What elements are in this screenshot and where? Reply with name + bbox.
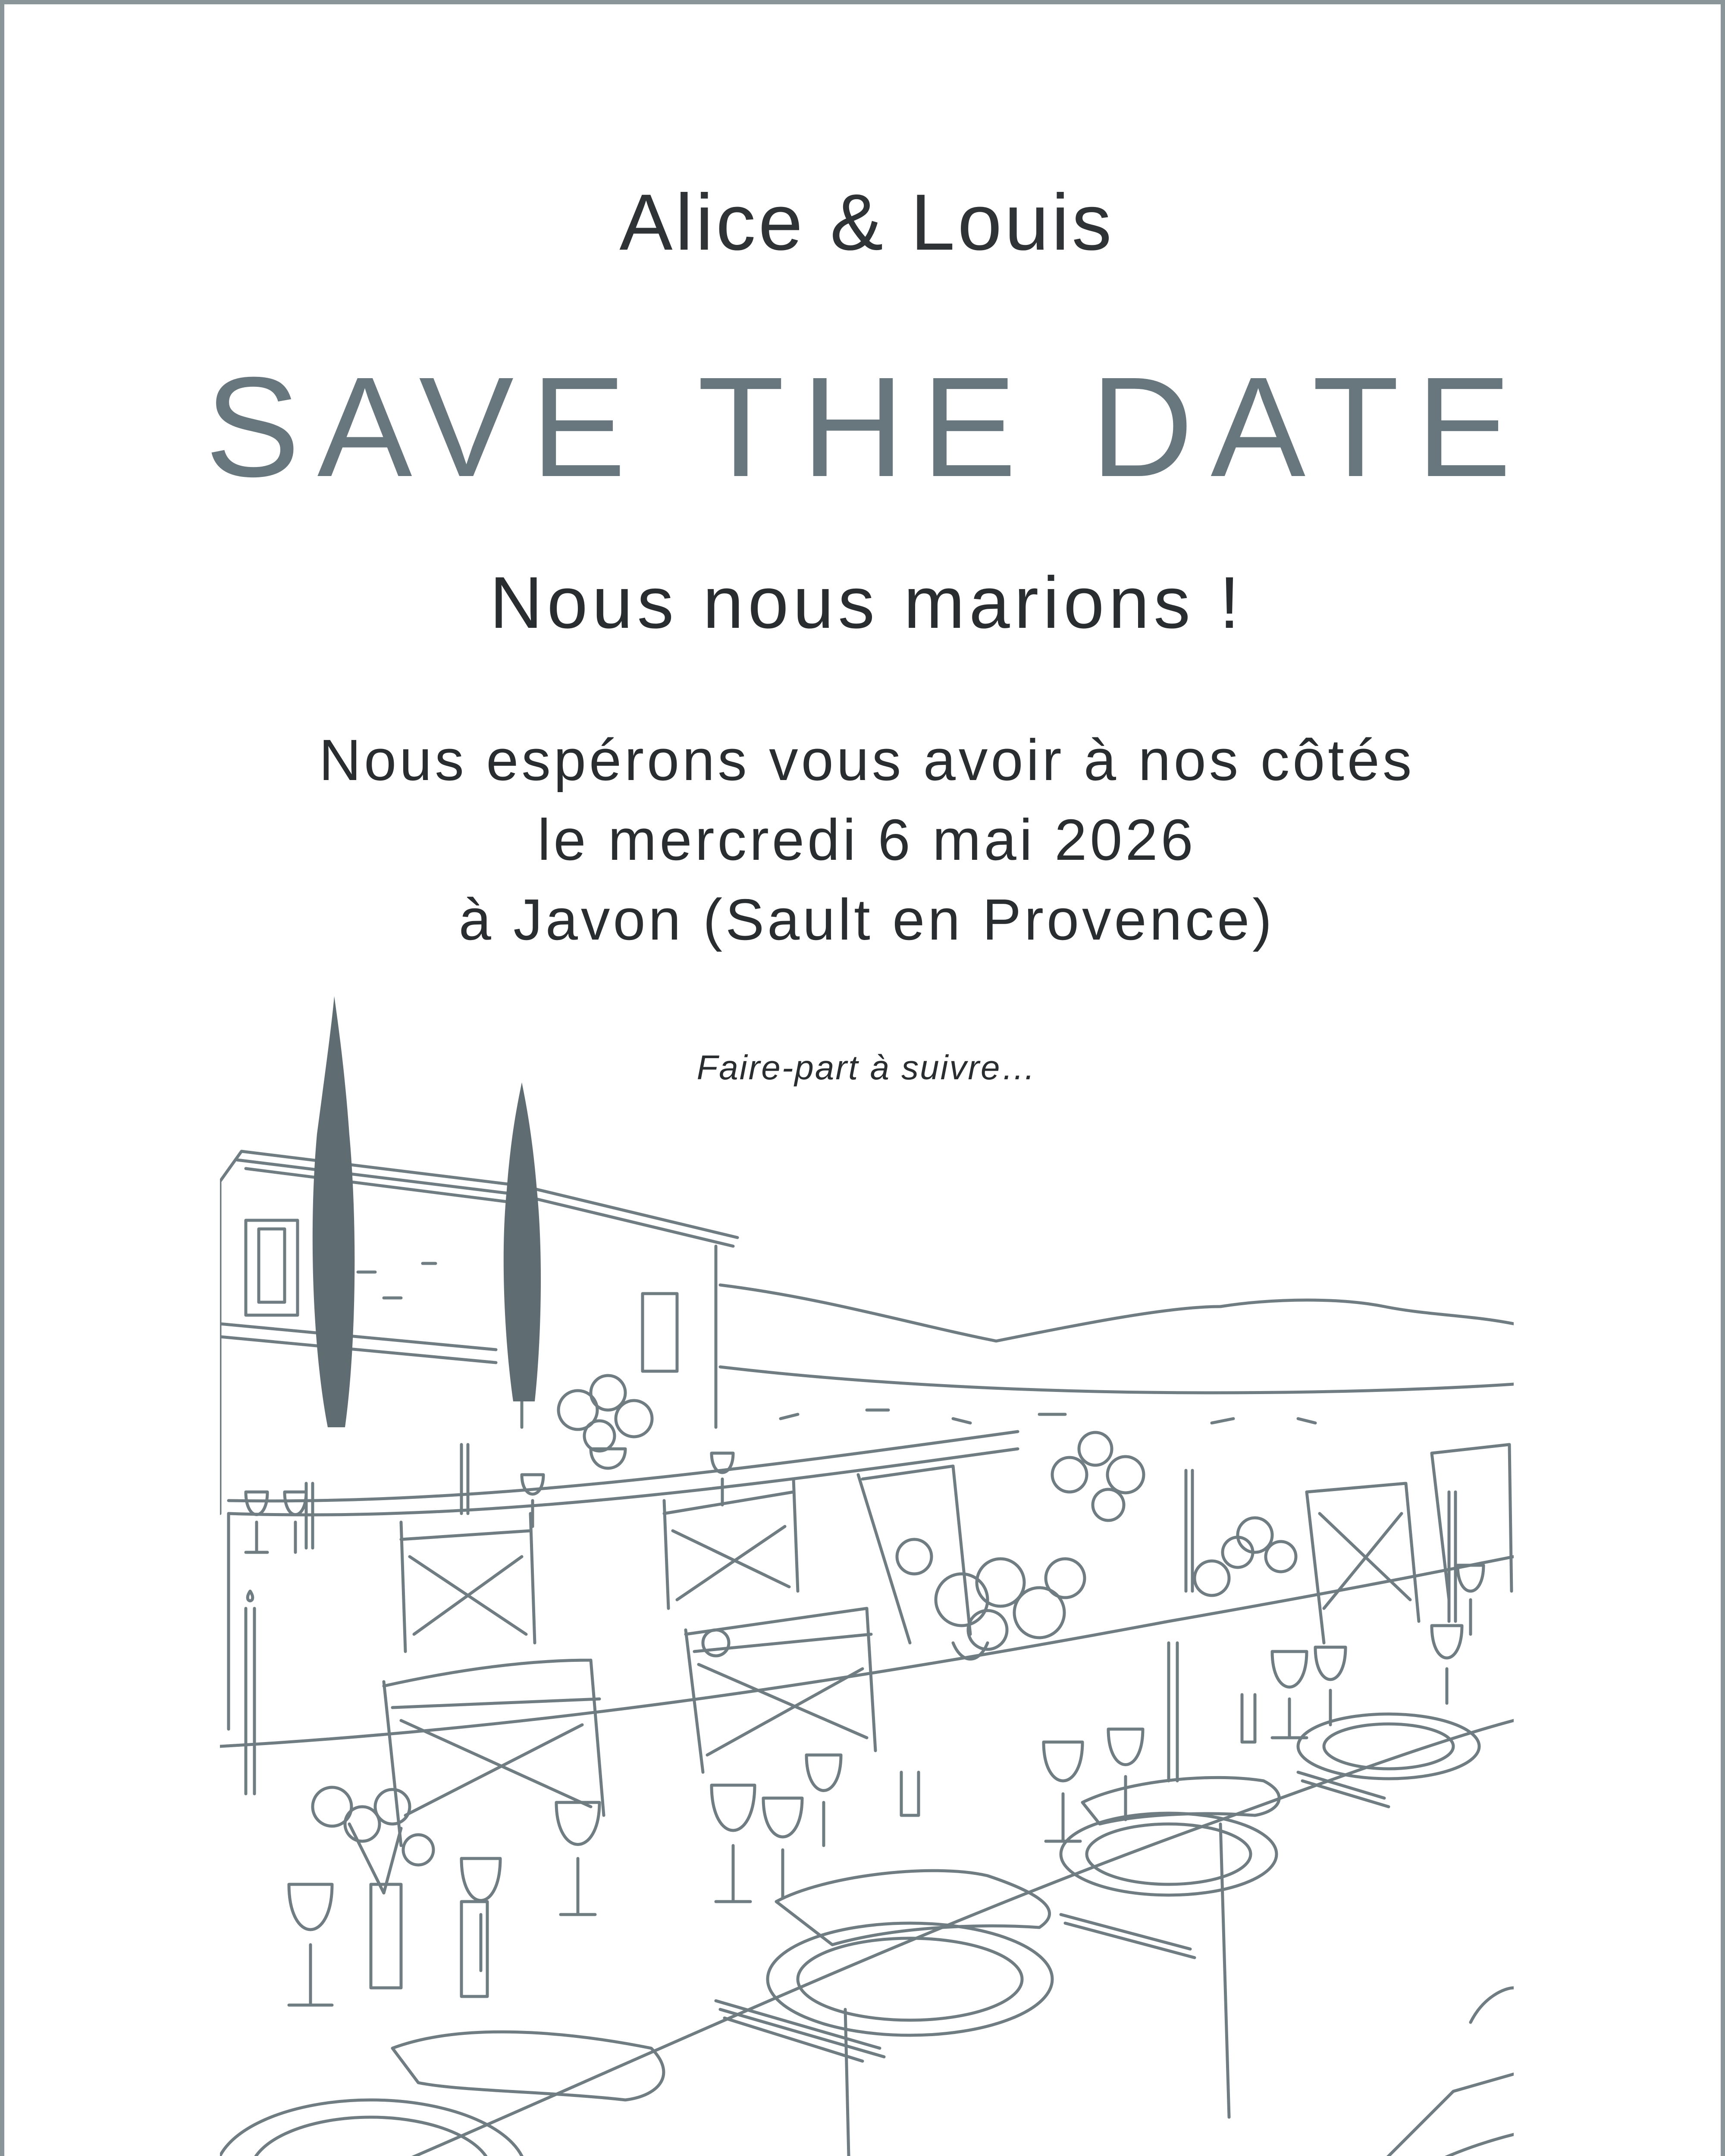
details-line-1: Nous espérons vous avoir à nos côtés [319, 727, 1415, 793]
couple-names: Alice & Louis [619, 178, 1114, 267]
headline: SAVE THE DATE [205, 347, 1529, 506]
details-line-3: à Javon (Sault en Provence) [458, 887, 1275, 952]
note: Faire-part à suivre… [696, 1048, 1037, 1087]
event-details [4, 720, 1725, 959]
details-line-2: le mercredi 6 mai 2026 [537, 807, 1196, 872]
provence-wedding-table-illustration [220, 996, 1514, 2156]
announcement: Nous nous marions ! [489, 562, 1244, 644]
